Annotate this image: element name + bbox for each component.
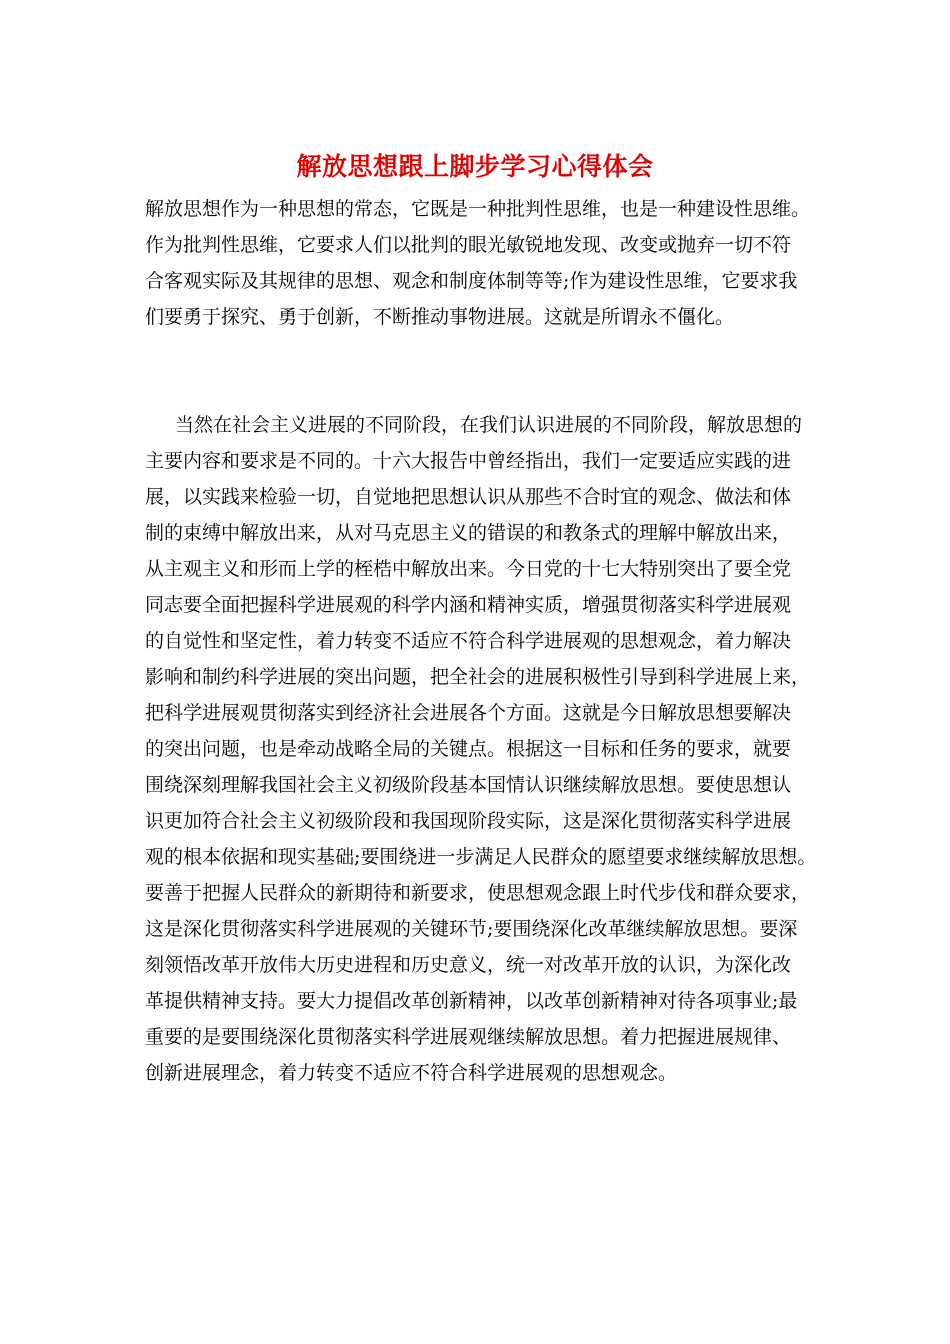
document-title: 解放思想跟上脚步学习心得体会	[296, 152, 654, 181]
paragraph-line: 同志要全面把握科学进展观的科学内涵和精神实质，增强贯彻落实科学进展观	[145, 594, 792, 616]
paragraph-line: 解放思想作为一种思想的常态，它既是一种批判性思维，也是一种建设性思维。	[145, 198, 811, 220]
paragraph-line: 这是深化贯彻落实科学进展观的关键环节;要围绕深化改革继续解放思想。要深	[145, 918, 798, 940]
paragraph-line: 制的束缚中解放出来，从对马克思主义的错误的和教条式的理解中解放出来，	[145, 522, 792, 544]
paragraph-line: 创新进展理念，着力转变不适应不符合科学进展观的思想观念。	[145, 1062, 678, 1084]
paragraph-line: 革提供精神支持。要大力提倡改革创新精神，以改革创新精神对待各项事业;最	[145, 990, 798, 1012]
paragraph-line: 的突出问题，也是牵动战略全局的关键点。根据这一目标和任务的要求，就要	[145, 738, 792, 760]
paragraph-line: 当然在社会主义进展的不同阶段，在我们认识进展的不同阶段，解放思想的	[175, 414, 803, 436]
paragraph-line: 合客观实际及其规律的思想、观念和制度体制等等;作为建设性思维，它要求我	[145, 270, 798, 292]
paragraph-line: 要善于把握人民群众的新期待和新要求，使思想观念跟上时代步伐和群众要求，	[145, 882, 811, 904]
paragraph-line: 们要勇于探究、勇于创新，不断推动事物进展。这就是所谓永不僵化。	[145, 306, 735, 328]
paragraph-line: 围绕深刻理解我国社会主义初级阶段基本国情认识继续解放思想。要使思想认	[145, 774, 792, 796]
paragraph-line: 识更加符合社会主义初级阶段和我国现阶段实际，这是深化贯彻落实科学进展	[145, 810, 792, 832]
paragraph-line: 主要内容和要求是不同的。十六大报告中曾经指出，我们一定要适应实践的进	[145, 450, 792, 472]
paragraph-line: 重要的是要围绕深化贯彻落实科学进展观继续解放思想。着力把握进展规律、	[145, 1026, 792, 1048]
paragraph-line: 展，以实践来检验一切，自觉地把思想认识从那些不合时宜的观念、做法和体	[145, 486, 792, 508]
paragraph-line: 从主观主义和形而上学的桎梏中解放出来。今日党的十七大特别突出了要全党	[145, 558, 792, 580]
paragraph-line: 影响和制约科学进展的突出问题，把全社会的进展积极性引导到科学进展上来，	[145, 666, 811, 688]
paragraph-line: 观的根本依据和现实基础;要围绕进一步满足人民群众的愿望要求继续解放思想。	[145, 846, 817, 868]
paragraph-line: 的自觉性和坚定性，着力转变不适应不符合科学进展观的思想观念，着力解决	[145, 630, 792, 652]
paragraph-line: 作为批判性思维，它要求人们以批判的眼光敏锐地发现、改变或抛弃一切不符	[145, 234, 792, 256]
paragraph-line: 刻领悟改革开放伟大历史进程和历史意义，统一对改革开放的认识，为深化改	[145, 954, 792, 976]
paragraph-line: 把科学进展观贯彻落实到经济社会进展各个方面。这就是今日解放思想要解决	[145, 702, 792, 724]
